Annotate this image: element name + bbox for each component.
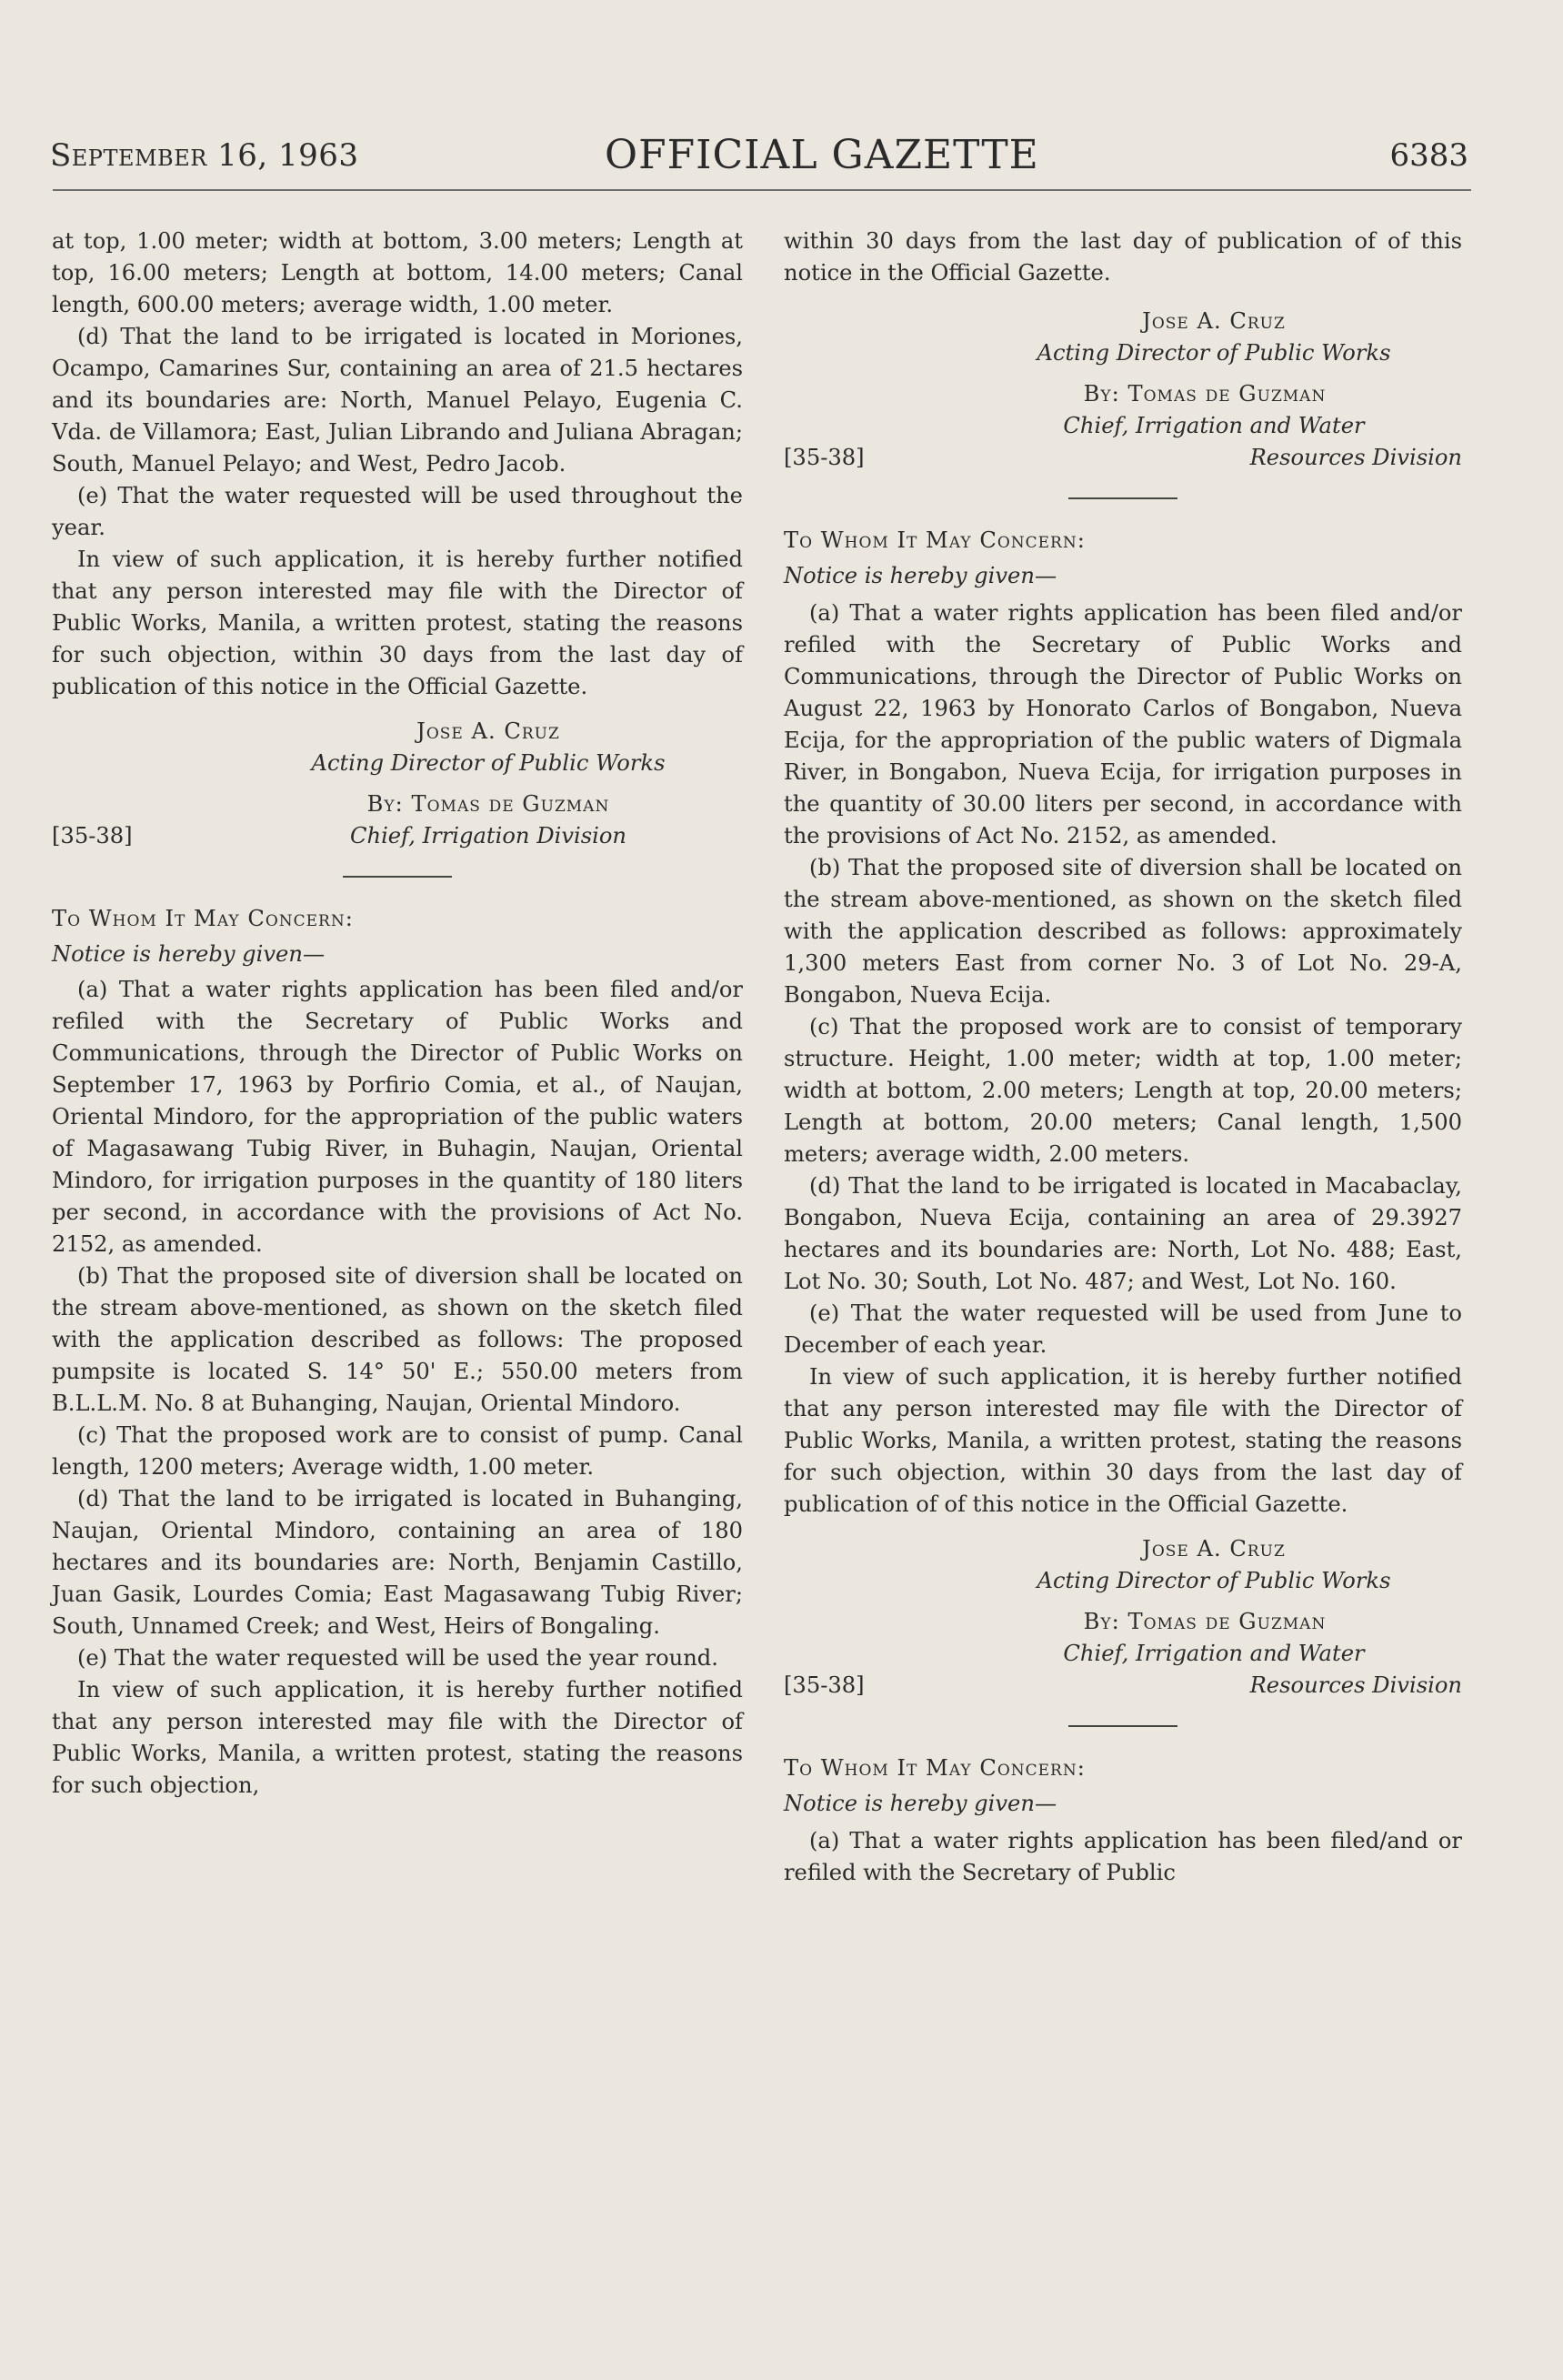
section-divider — [1068, 497, 1177, 499]
publication-title: OFFICIAL GAZETTE — [605, 132, 1039, 178]
paragraph-view: In view of such application, it is hereby further notified that any person interested may file with the Director of Public Works, Manila, a written protest, stating the reasons for such objection, — [52, 1677, 743, 1798]
paragraph-item-d: (d) That the land to be irrigated is located in Moriones, Ocampo, Camarines Sur, containing an area of 21.5 hectares and its boundaries are: North, Manuel Pelayo, Eugenia C. Vda. de Villamora; East, Julian Librando and Juliana Abragan; South, Manuel Pelayo; and West, Pedro Jacob. — [52, 324, 743, 477]
page-header — [50, 132, 1468, 186]
signature-block — [784, 1533, 1462, 1702]
issue-reference: [35-38] — [784, 1672, 865, 1698]
issue-date: September 16, 1963 — [50, 137, 359, 174]
paragraph-item-a: (a) That a water rights application has been filed and/or refiled with the Secretary of Public Works and Communications, through the Director of Public Works on September 17, 1963 by Porfirio Comia, et al., of Naujan, Oriental Mindoro, for the appropriation of the public waters of Magasawang Tubig River, in Buhagin, Naujan, Oriental Mindoro, for irrigation purposes in the quantity of 180 liters per second, in accordance with the provisions of Act No. 2152, as amended. — [52, 977, 743, 1257]
signatory-title: Acting Director of Public Works — [311, 750, 666, 776]
paragraph-item-d: (d) That the land to be irrigated is located in Macabaclay, Bongabon, Nueva Ecija, containing an area of 29.3927 hectares and its boundaries are: North, Lot No. 488; East, Lot No. 30; South, Lot No. 487; and West, Lot No. 160. — [784, 1173, 1462, 1294]
page-number: 6383 — [1389, 137, 1468, 174]
paragraph-item-c: (c) That the proposed work are to consist of pump. Canal length, 1200 meters; Average width, 1.00 meter. — [52, 1422, 743, 1480]
notice-given: Notice is hereby given— — [784, 1791, 1057, 1816]
paragraph-item-e: (e) That the water requested will be used the year round. — [77, 1645, 718, 1671]
signature-row — [784, 1670, 1462, 1702]
signer-division: Resources Division — [1249, 445, 1462, 470]
signer-position: Chief, Irrigation Division — [349, 823, 627, 849]
left-column — [52, 226, 743, 1802]
paragraph-item-a: (a) That a water rights application has been filed and/or refiled with the Secretary of Public Works and Communications, through the Director of Public Works on August 22, 1963 by Honorato Carlos of Bongabon, Nueva Ecija, for the appropriation of the public waters of Digmala River, in Bongabon, Nueva Ecija, for irrigation purposes in the quantity of 30.00 liters per second, in accordance with the provisions of Act No. 2152, as amended. — [784, 600, 1462, 849]
header-rule — [53, 189, 1471, 191]
paragraph-continued: at top, 1.00 meter; width at bottom, 3.00 meters; Length at top, 16.00 meters; Length at bottom, 14.00 meters; Canal length, 600.00 meters; average width, 1.00 meter. — [52, 228, 743, 317]
signed-by: By: Tomas de Guzman — [1083, 1609, 1327, 1634]
paragraph-item-e: (e) That the water requested will be used throughout the year. — [52, 483, 743, 540]
paragraph-view: In view of such application, it is hereby further notified that any person interested may file with the Director of Public Works, Manila, a written protest, stating the reasons for such objection, within 30 days from the last day of publication of this notice in the Official Gazette. — [52, 547, 743, 699]
notice-heading: To Whom It May Concern: — [52, 906, 354, 931]
paragraph-item-c: (c) That the proposed work are to consist of temporary structure. Height, 1.00 meter; width at top, 1.00 meter; width at bottom, 2.00 meters; Length at top, 20.00 meters; Length at bottom, 20.00 meters; Canal length, 1,500 meters; average width, 2.00 meters. — [784, 1014, 1462, 1167]
signed-by: By: Tomas de Guzman — [1083, 381, 1327, 407]
signatory-name: Jose A. Cruz — [1142, 1536, 1286, 1562]
signed-by: By: Tomas de Guzman — [366, 791, 610, 817]
signature-block — [52, 716, 743, 852]
paragraph-item-b: (b) That the proposed site of diversion shall be located on the stream above-mentioned, as shown on the sketch filed with the application described as follows: approximately 1,300 meters East from corner No. 3 of Lot No. 29-A, Bongabon, Nueva Ecija. — [784, 855, 1462, 1008]
paragraph-continued: within 30 days from the last day of publication of of this notice in the Official Gazette. — [784, 228, 1462, 286]
paragraph-item-b: (b) That the proposed site of diversion shall be located on the stream above-mentioned, as shown on the sketch filed with the application described as follows: The proposed pumpsite is located S. 14° 50' E.; 550.00 meters from B.L.L.M. No. 8 at Buhanging, Naujan, Oriental Mindoro. — [52, 1263, 743, 1416]
section-divider — [343, 876, 452, 878]
issue-reference: [35-38] — [52, 823, 133, 849]
signatory-name: Jose A. Cruz — [416, 718, 560, 744]
section-divider — [1068, 1725, 1177, 1727]
issue-reference: [35-38] — [784, 445, 865, 470]
notice-given: Notice is hereby given— — [784, 563, 1057, 588]
signer-position: Chief, Irrigation and Water — [1063, 413, 1365, 438]
paragraph-item-a: (a) That a water rights application has been filed/and or refiled with the Secretary of Public — [784, 1828, 1462, 1885]
paragraph-view: In view of such application, it is hereby further notified that any person interested may file with the Director of Public Works, Manila, a written protest, stating the reasons for such objection, within 30 days from the last day of publication of of this notice in the Official Gazette. — [784, 1364, 1462, 1517]
signatory-title: Acting Director of Public Works — [1037, 340, 1391, 366]
signature-block — [784, 306, 1462, 474]
signatory-title: Acting Director of Public Works — [1037, 1568, 1391, 1593]
notice-heading: To Whom It May Concern: — [784, 1755, 1086, 1781]
notice-given: Notice is hereby given— — [52, 941, 326, 967]
paragraph-item-d: (d) That the land to be irrigated is located in Buhanging, Naujan, Oriental Mindoro, containing an area of 180 hectares and its boundaries are: North, Benjamin Castillo, Juan Gasik, Lourdes Comia; East Magasawang Tubig River; South, Unnamed Creek; and West, Heirs of Bongaling. — [52, 1486, 743, 1639]
paragraph-item-e: (e) That the water requested will be used from June to December of each year. — [784, 1300, 1462, 1358]
notice-heading: To Whom It May Concern: — [784, 527, 1086, 553]
signer-position: Chief, Irrigation and Water — [1063, 1641, 1365, 1666]
signatory-name: Jose A. Cruz — [1142, 308, 1286, 334]
right-column — [784, 226, 1462, 1889]
signer-division: Resources Division — [1249, 1672, 1462, 1698]
signature-row — [52, 820, 743, 852]
signature-row — [784, 442, 1462, 474]
